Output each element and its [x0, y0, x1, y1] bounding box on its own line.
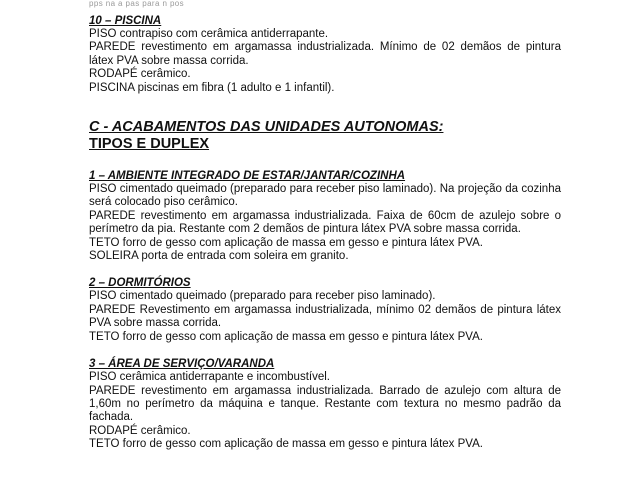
item-2	[89, 277, 561, 344]
item-1-heading: 1 – AMBIENTE INTEGRADO DE ESTAR/JANTAR/COZINHA	[89, 170, 406, 183]
document-page	[89, 0, 561, 452]
item-2-line: TETO forro de gesso com aplicação de massa em gesso e pintura látex PVA.	[89, 330, 483, 343]
item-2-line: PAREDE Revestimento em argamassa industrializada, mínimo 02 demãos de pintura látex PVA sobre massa corrida.	[89, 303, 561, 330]
cropped-top-line	[89, 1, 561, 7]
item-3-line: RODAPÉ cerâmico.	[89, 424, 191, 437]
cropped-top-text: pps na a pas para n pos	[89, 0, 185, 8]
item-1-line: PISO cimentado queimado (preparado para receber piso laminado). Na projeção da cozinha será colocado piso cerâmico.	[89, 183, 561, 209]
section-10	[89, 15, 561, 95]
item-1-line: TETO forro de gesso com aplicação de massa em gesso e pintura látex PVA.	[89, 236, 483, 249]
item-1-line: SOLEIRA porta de entrada com soleira em granito.	[89, 250, 349, 263]
item-2-line: PISO cimentado queimado (preparado para receber piso laminado).	[89, 290, 436, 303]
section-10-line: PISCINA piscinas em fibra (1 adulto e 1 infantil).	[89, 81, 335, 94]
section-10-line: PISO contrapiso com cerâmica antiderrapante.	[89, 28, 329, 40]
section-c-subtitle: TIPOS E DUPLEX	[89, 136, 210, 153]
item-1-line: PAREDE revestimento em argamassa industrializada. Faixa de 60cm de azulejo sobre o perímetro da pia. Restante com 2 demãos de pintura látex PVA sobre massa corrida.	[89, 209, 561, 236]
section-10-line: PAREDE revestimento em argamassa industrializada. Mínimo de 02 demãos de pintura látex PVA sobre massa corrida.	[89, 41, 561, 67]
section-c-title: C - ACABAMENTOS DAS UNIDADES AUTONOMAS:	[89, 119, 444, 136]
item-3-line: PISO cerâmica antiderrapante e incombustível.	[89, 371, 330, 384]
item-3-heading: 3 – ÁREA DE SERVIÇO/VARANDA	[89, 358, 275, 371]
item-3-line: TETO forro de gesso com aplicação de massa em gesso e pintura látex PVA.	[89, 438, 483, 451]
item-2-heading: 2 – DORMITÓRIOS	[89, 277, 191, 290]
item-1	[89, 170, 561, 263]
item-3	[89, 358, 561, 451]
section-10-heading: 10 – PISCINA	[89, 15, 162, 27]
section-c-header	[89, 119, 561, 153]
section-10-line: RODAPÉ cerâmico.	[89, 68, 191, 81]
item-3-line: PAREDE revestimento em argamassa industrializada. Barrado de azulejo com altura de 1,60m no perímetro da máquina e tanque. Restante com textura no mesmo padrão da fachada.	[89, 384, 561, 424]
